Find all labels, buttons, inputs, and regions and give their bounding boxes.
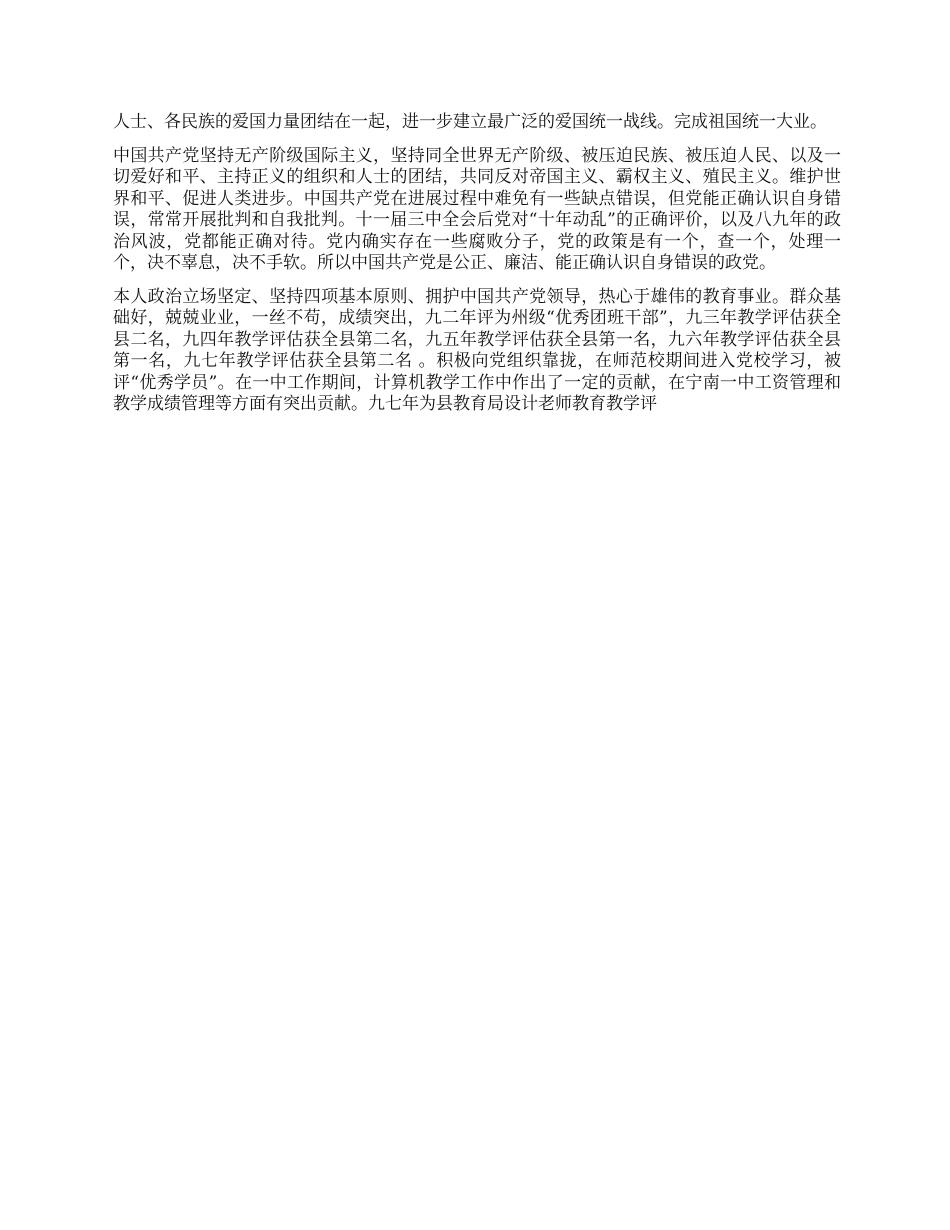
paragraph-2: 中国共产党坚持无产阶级国际主义，坚持同全世界无产阶级、被压迫民族、被压迫人民、以及一切爱好和平、主持正义的组织和人士的团结，共同反对帝国主义、霸权主义、殖民主义。维护世界和平、促进人类进步。中国共产党在进展过程中难免有一些缺点错误，但党能正确认识自身错误，常常开展批判和自我批判。十一届三中全会后党对“十年动乱”的正确评价，以及八九年的政治风波，党都能正确对待。党内确实存在一些腐败分子，党的政策是有一个，查一个，处理一个，决不辜息，决不手软。所以中国共产党是公正、廉洁、能正确认识自身错误的政党。 — [113, 145, 841, 273]
paragraph-1: 人士、各民族的爱国力量团结在一起，进一步建立最广泛的爱国统一战线。完成祖国统一大业。 — [113, 112, 827, 132]
document-page — [113, 112, 841, 428]
paragraph-3: 本人政治立场坚定、坚持四项基本原则、拥护中国共产党领导，热心于雄伟的教育事业。群众基础好，兢兢业业，一丝不苟，成绩突出，九二年评为州级“优秀团班干部”，九三年教学评估获全县二名，九四年教学评估获全县第二名，九五年教学评估获全县第一名，九六年教学评估获全县第一名，九七年教学评估获全县第二名 。积极向党组织靠拢，在师范校期间进入党校学习，被评“优秀学员”。在一中工作期间，计算机教学工作中作出了一定的贡献，在宁南一中工资管理和教学成绩管理等方面有突出贡献。九七年为县教育局设计老师教育教学评 — [113, 286, 841, 414]
